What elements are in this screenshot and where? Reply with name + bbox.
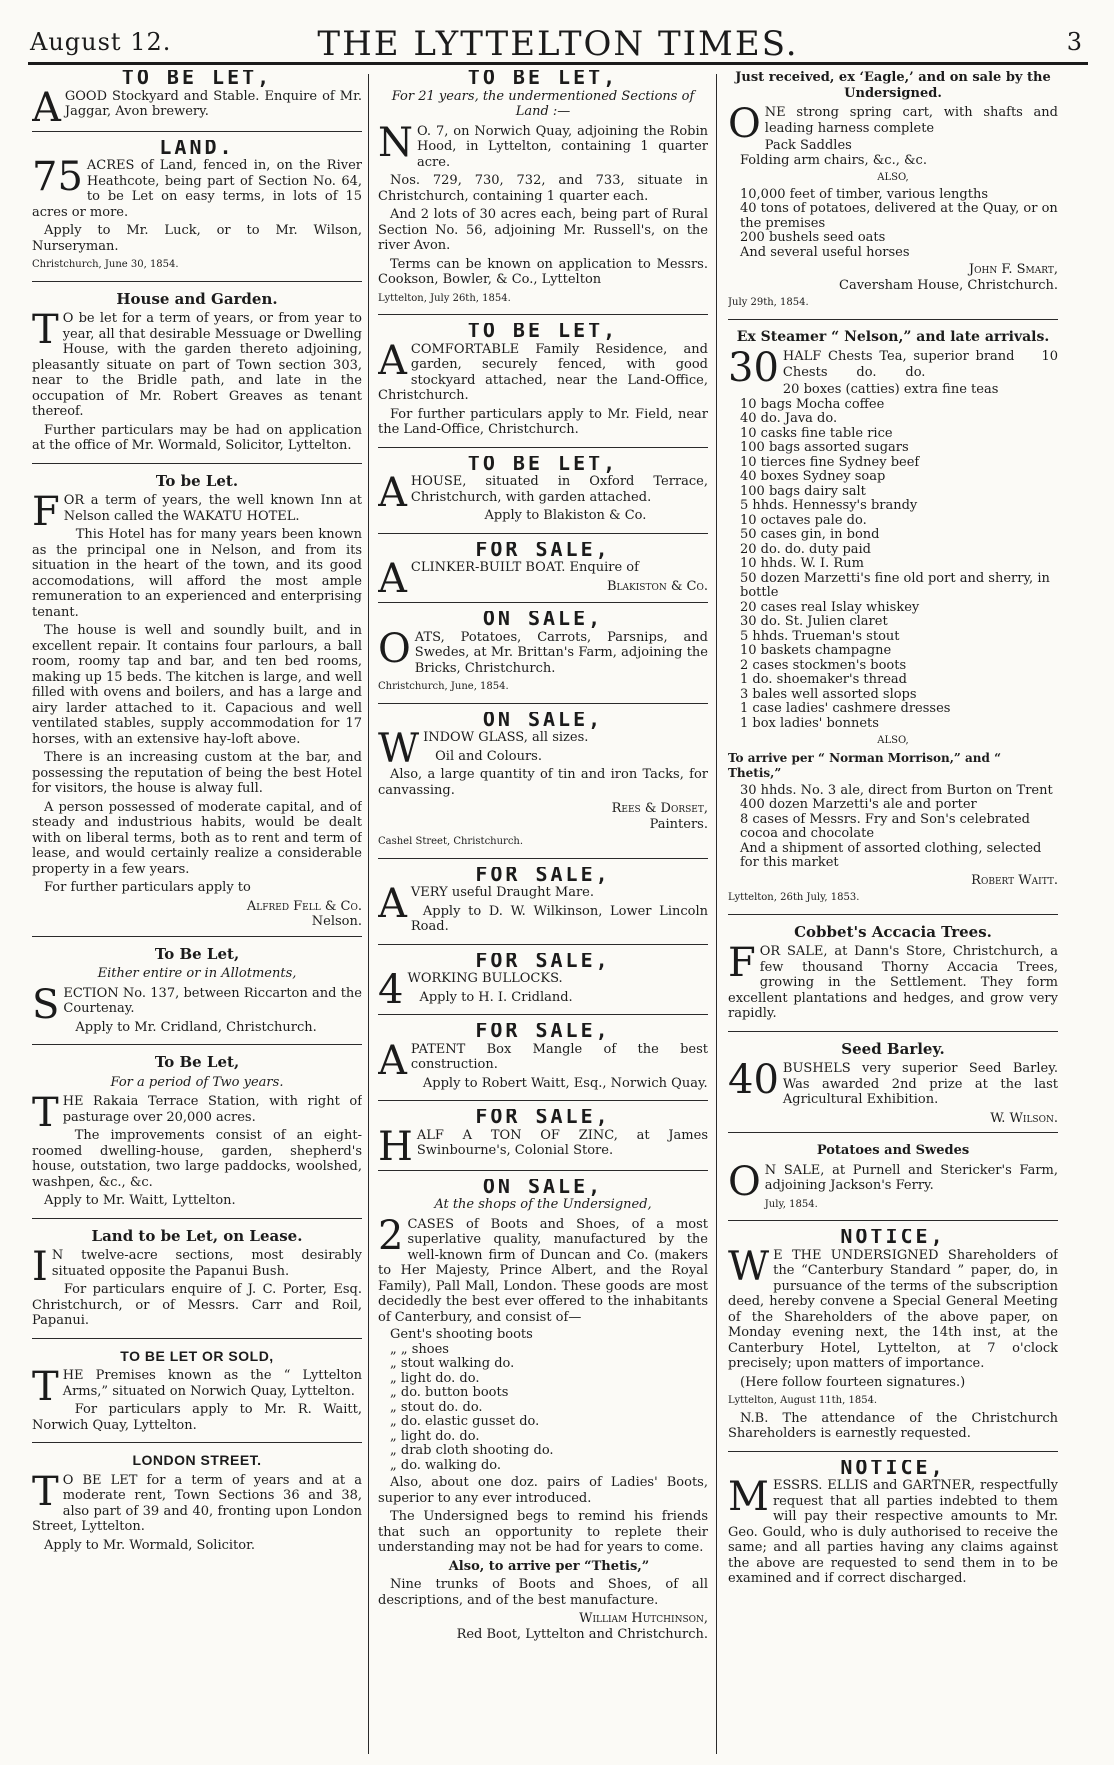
- ad-stockyard: [32, 70, 362, 132]
- ad-heading: LAND.: [159, 139, 235, 159]
- ad-seed-barley: [728, 1040, 1058, 1134]
- ad-heading: ON SALE,: [482, 611, 604, 630]
- ad-box-mangle: [378, 1023, 708, 1101]
- ad-date: July, 1854.: [764, 1198, 818, 1210]
- ad-text: And 2 lots of 30 acres each, being part of Rural Section No. 56, adjoining Mr. Russell's, on the river Avon.: [378, 207, 708, 253]
- drop-initial: M: [728, 1474, 769, 1520]
- page-number: 3: [1066, 28, 1082, 56]
- ad-clinker-boat: [378, 542, 708, 604]
- ad-signature: Blakiston & Co.: [606, 578, 708, 594]
- ad-heading: Seed Barley.: [841, 1039, 945, 1058]
- ad-heading: FOR SALE,: [475, 541, 611, 561]
- drop-initial: 4: [378, 967, 404, 1013]
- ad-text: ESSRS. ELLIS and GARTNER, respectfully request that all parties indebted to them will pay their respective amounts to Mr. Geo. Gould, who is duly authorised to receive the same; and all parties having any claims against the above are requested to send them in to be examined and if correct discharged.: [728, 1478, 1058, 1586]
- ad-text: GOOD Stockyard and Stable. Enquire of Mr. Jaggar, Avon brewery.: [64, 88, 362, 119]
- ad-text: This Hotel has for many years been known as the principal one in Nelson, and from its situation in the heart of the town, and its good accomodations, will afford the most ample remuneration to an experienced and enterprising tenant.: [32, 527, 362, 620]
- ad-text: The improvements consist of an eight-roomed dwelling-house, garden, shepherd's house, outstation, two large paddocks, woolshed, washpen, &c., &c.: [32, 1128, 362, 1190]
- ad-heading: ON SALE,: [482, 1178, 604, 1198]
- drop-initial: T: [32, 1364, 59, 1410]
- ad-text: ALF A TON OF ZINC, at James Swinbourne's, Colonial Store.: [416, 1127, 708, 1158]
- list-item: 8 cases of Messrs. Fry and Son's celebrated cocoa and chocolate: [740, 811, 1030, 841]
- ad-nelson-steamer: [728, 328, 1058, 915]
- list-item: „ drab cloth shooting do.: [390, 1443, 554, 1458]
- ad-oats-potatoes: [378, 611, 708, 704]
- goods-list: [740, 383, 1058, 731]
- list-item: 3 bales well assorted slops: [740, 686, 917, 702]
- ad-heading: Potatoes and Swedes: [816, 1143, 970, 1158]
- ad-text: Apply to H. I. Cridland.: [419, 989, 573, 1005]
- goods-list: [740, 784, 1058, 871]
- drop-initial: A: [378, 556, 407, 602]
- list-item: 40 boxes Sydney soap: [740, 469, 886, 484]
- ad-heading: Cobbet's Accacia Trees.: [794, 922, 992, 941]
- list-item: 10 bags Mocha coffee: [740, 396, 885, 412]
- ad-heading: NOTICE,: [840, 1229, 946, 1248]
- ad-heading: TO BE LET,: [467, 455, 619, 475]
- ad-text: Apply to Robert Waitt, Esq., Norwich Quay.: [422, 1075, 708, 1091]
- column-rule: [368, 74, 369, 1754]
- ad-also: ALSO,: [877, 735, 909, 746]
- list-item: 30 do. St. Julien claret: [740, 614, 888, 629]
- ad-also: ALSO,: [877, 172, 909, 183]
- ad-date: Lyttelton, 26th July, 1853.: [728, 892, 860, 903]
- ad-text: OR a term of years, the well known Inn at Nelson called the WAKATU HOTEL.: [63, 493, 362, 524]
- ad-text: COMFORTABLE Family Residence, and garden, securely fenced, with good stockyard attached, near the Land-Office, Christchurch.: [378, 341, 708, 403]
- ad-subheading: At the shops of the Undersigned,: [434, 1197, 652, 1212]
- ad-date: Lyttelton, July 26th, 1854.: [378, 292, 511, 304]
- ad-signature: Alfred Fell & Co.: [246, 898, 362, 914]
- ad-heading: Land to be Let, on Lease.: [91, 1226, 303, 1245]
- list-item: 1 case ladies' cashmere dresses: [740, 701, 951, 716]
- list-item: 40 tons of potatoes, delivered at the Quay, or on the premises: [740, 201, 1058, 231]
- ad-signature: Robert Waitt.: [971, 872, 1058, 888]
- issue-date: August 12.: [30, 28, 172, 56]
- ad-text: For particulars enquire of J. C. Porter, Esq. Christchurch, or of Messrs. Carr and Roil, Papanui.: [32, 1282, 362, 1328]
- list-item: „ „ shoes: [390, 1341, 449, 1357]
- ad-text: HALF Chests Tea, superior brand 10 Chests do. do.: [782, 349, 1058, 380]
- drop-initial: O: [378, 625, 411, 672]
- ad-text: N.B. The attendance of the Christchurch Shareholders is earnestly requested.: [728, 1410, 1058, 1441]
- ad-text: Apply to Blakiston & Co.: [484, 508, 647, 523]
- ad-text: Oil and Colours.: [435, 748, 542, 764]
- ad-signature: Caversham House, Christchurch.: [839, 277, 1058, 293]
- drop-initial: H: [378, 1123, 413, 1170]
- drop-initial: O: [728, 1158, 761, 1205]
- list-item: 2 cases stockmen's boots: [740, 657, 907, 673]
- ad-oxford-terrace-house: [378, 456, 708, 534]
- drop-initial: A: [378, 1037, 407, 1084]
- ad-text: Apply to Mr. Cridland, Christchurch.: [75, 1019, 317, 1035]
- list-item: „ do. button boots: [390, 1385, 509, 1400]
- ad-heading: Ex Steamer “ Nelson,” and late arrivals.: [736, 328, 1050, 345]
- ad-date: Cashel Street, Christchurch.: [378, 836, 524, 847]
- drop-initial: T: [32, 1090, 59, 1136]
- ad-notice-shareholders: [728, 1229, 1058, 1452]
- list-item: „ stout do. do.: [390, 1399, 483, 1415]
- ad-signature: John F. Smart,: [968, 262, 1058, 277]
- ad-text: To arrive per “ Norman Morrison,” and “ Thetis,”: [728, 750, 1001, 780]
- drop-initial: 2: [378, 1212, 404, 1259]
- ad-zinc: [378, 1109, 708, 1171]
- drop-initial: T: [32, 307, 59, 353]
- ad-date: July 29th, 1854.: [728, 297, 809, 308]
- list-item: 10 casks fine table rice: [740, 425, 893, 441]
- ad-wakatu-hotel: [32, 472, 362, 937]
- list-item: 100 bags dairy salt: [740, 483, 866, 499]
- ad-heading: House and Garden.: [116, 289, 278, 308]
- list-item: 10 hhds. W. I. Rum: [740, 556, 864, 571]
- masthead: [28, 24, 1088, 65]
- list-item: „ light do. do.: [390, 1428, 480, 1444]
- ad-text: Apply to Mr. Luck, or to Mr. Wilson, Nurseryman.: [32, 223, 362, 254]
- ad-land-lease: [32, 1227, 362, 1339]
- ad-bullocks: [378, 953, 708, 1016]
- ad-heading: ON SALE,: [482, 711, 604, 731]
- ad-land: [32, 140, 362, 282]
- ad-window-glass: [378, 712, 708, 859]
- drop-initial: W: [728, 1243, 770, 1290]
- list-item: 5 hhds. Trueman's stout: [740, 628, 900, 644]
- list-item: 200 bushels seed oats: [740, 230, 886, 245]
- ad-heading: Just received, ex ‘Eagle,’ and on sale by the Undersigned.: [735, 70, 1051, 101]
- list-item: Folding arm chairs, &c., &c.: [740, 152, 927, 168]
- ad-text: WORKING BULLOCKS.: [407, 971, 563, 986]
- ad-text: For particulars apply to Mr. R. Waitt, Norwich Quay, Lyttelton.: [32, 1402, 362, 1433]
- ad-text: PATENT Box Mangle of the best construction.: [410, 1041, 708, 1072]
- newspaper-title: THE LYTTELTON TIMES.: [317, 24, 799, 64]
- ad-text: Also, a large quantity of tin and iron Tacks, for canvassing.: [378, 767, 708, 798]
- ad-text: Nine trunks of Boots and Shoes, of all descriptions, and of the best manufacture.: [378, 1577, 708, 1608]
- ad-subheading: Either entire or in Allotments,: [97, 966, 297, 981]
- ad-signature: W. Wilson.: [990, 1110, 1058, 1126]
- list-item: 1 box ladies' bonnets: [740, 715, 879, 731]
- ad-text: Apply to Mr. Waitt, Lyttelton.: [44, 1193, 236, 1208]
- list-item: „ light do. do.: [390, 1370, 480, 1386]
- ad-heading: To be Let.: [155, 471, 239, 490]
- ad-text: Terms can be known on application to Messrs. Cookson, Bowler, & Co., Lyttelton: [378, 256, 708, 287]
- ad-london-street: [32, 1451, 362, 1562]
- ad-text: CASES of Boots and Shoes, of a most superlative quality, manufactured by the well-known firm of Duncan and Co. (makers to Her Majesty, Prince Albert, and the Royal Family), Pall Mall, London. These goods are most decidedly the best ever offered to the inhabitants of Canterbury, and consist of—: [378, 1216, 708, 1325]
- drop-initial: I: [32, 1244, 48, 1290]
- list-item: „ do. walking do.: [390, 1457, 502, 1473]
- list-item: 40 do. Java do.: [740, 411, 838, 426]
- ad-text: The house is well and soundly built, and in excellent repair. It contains four parlours, a ball room, roomy tap and bar, and ten bed rooms, making up 15 beds. The kitchen is large, and well filled with ovens and boilers, and has a large and airy larder attached to it. Capacious and well ventilated stables, supply accommodation for 17 horses, with an extensive hay-loft above.: [32, 623, 362, 747]
- ad-text: VERY useful Draught Mare.: [410, 885, 594, 900]
- ad-text: O be let for a term of years, or from year to year, all that desirable Messuage or Dwelling House, with the garden thereto adjoining, pleasantly situate on part of Town section 303, near to the Bridle path, and late in the occupation of Mr. Robert Greaves as tenant thereof.: [32, 311, 362, 419]
- ad-text: Also, about one doz. pairs of Ladies' Boots, superior to any ever introduced.: [378, 1475, 708, 1506]
- ad-lyttelton-arms: [32, 1347, 362, 1444]
- list-item: 10 octaves pale do.: [740, 512, 867, 528]
- ad-heading: LONDON STREET.: [132, 1452, 262, 1468]
- ad-text: For further particulars apply to: [44, 880, 251, 895]
- ad-text: CLINKER-BUILT BOAT. Enquire of: [410, 560, 639, 575]
- drop-initial: S: [32, 981, 60, 1028]
- list-item: 20 do. do. duty paid: [740, 541, 871, 557]
- ad-text: O BE LET for a term of years and at a moderate rent, Town Sections 36 and 38, also part of 39 and 40, fronting upon London Street, Lyttelton.: [32, 1472, 362, 1534]
- ad-date: Christchurch, June 30, 1854.: [32, 259, 179, 270]
- ad-heading: TO BE LET,: [467, 70, 619, 89]
- column-3: [728, 70, 1058, 1604]
- ad-heading: FOR SALE,: [475, 1109, 611, 1128]
- list-item: Pack Saddles: [764, 138, 852, 153]
- column-1: [32, 70, 362, 1570]
- ad-heading: To Be Let,: [154, 944, 240, 963]
- drop-initial: 75: [32, 154, 83, 200]
- drop-initial: O: [728, 101, 761, 147]
- ad-text: HE Premises known as the “ Lyttelton Arms,” situated on Norwich Quay, Lyttelton.: [62, 1368, 362, 1399]
- ad-text: HOUSE, situated in Oxford Terrace, Christchurch, with garden attached.: [410, 474, 708, 505]
- ad-heading: FOR SALE,: [475, 866, 611, 886]
- list-item: 50 cases gin, in bond: [740, 527, 880, 542]
- ad-house-and-garden: [32, 290, 362, 464]
- drop-initial: W: [378, 726, 420, 772]
- drop-initial: T: [32, 1468, 59, 1515]
- ad-text: Apply to Mr. Wormald, Solicitor.: [44, 1537, 256, 1553]
- list-item: 30 hhds. No. 3 ale, direct from Burton on Trent: [740, 782, 1053, 798]
- ad-text: NE strong spring cart, with shafts and leading harness complete: [764, 105, 1058, 136]
- ad-21-year-sections: [378, 70, 708, 315]
- ad-section-137: [32, 945, 362, 1046]
- list-item: 5 hhds. Hennessy's brandy: [740, 498, 918, 513]
- list-item: And a shipment of assorted clothing, selected for this market: [740, 840, 1042, 870]
- list-item: 400 dozen Marzetti's ale and porter: [740, 797, 977, 812]
- ad-text: Also, to arrive per “Thetis,”: [448, 1558, 650, 1574]
- column-2: [378, 70, 708, 1656]
- ad-signature: Painters.: [649, 816, 708, 832]
- ad-signature: Rees & Dorset,: [611, 801, 708, 816]
- ad-signature: Nelson.: [311, 914, 362, 929]
- goods-list: [740, 188, 1058, 261]
- ad-text: The Undersigned begs to remind his friends that such an opportunity to replete their understanding may not be had for years to come.: [378, 1509, 708, 1555]
- list-item: Gent's shooting boots: [390, 1327, 533, 1342]
- ad-draught-mare: [378, 867, 708, 945]
- ad-heading: FOR SALE,: [475, 952, 611, 972]
- ad-heading: FOR SALE,: [475, 1023, 611, 1042]
- list-item: 10 tierces fine Sydney beef: [740, 454, 920, 470]
- list-item: 10 baskets champagne: [740, 643, 892, 658]
- goods-list: [740, 139, 1058, 168]
- boot-list: [390, 1328, 708, 1473]
- list-item: 10,000 feet of timber, various lengths: [740, 186, 989, 202]
- ad-text: ACRES of Land, fenced in, on the River Heathcote, being part of Section No. 64, to be Let on easy terms, in lots of 15 acres or more.: [32, 158, 362, 220]
- drop-initial: N: [378, 119, 413, 166]
- ad-text: ECTION No. 137, between Riccarton and the Courtenay.: [63, 985, 362, 1016]
- ad-heading: TO BE LET OR SOLD,: [120, 1347, 274, 1364]
- column-rule: [716, 74, 717, 1754]
- ad-eagle-goods: [728, 70, 1058, 320]
- ad-date: Lyttelton, August 11th, 1854.: [728, 1395, 878, 1406]
- drop-initial: 40: [728, 1057, 779, 1103]
- ad-text: E THE UNDERSIGNED Shareholders of the “Canterbury Standard ” paper, do, in pursuance of the terms of the subscription deed, hereby convene a Special General Meeting of the Shareholders of the above paper, on Monday evening next, the 14th inst, at the Canterbury Hotel, Lyttelton, at 7 o'clock precisely; upon matters of importance.: [728, 1247, 1058, 1371]
- ad-signature: Red Boot, Lyttelton and Christchurch.: [456, 1626, 708, 1642]
- ad-date: Christchurch, June, 1854.: [378, 681, 509, 692]
- ad-text: (Here follow fourteen signatures.): [740, 1374, 966, 1390]
- ad-heading: TO BE LET,: [121, 70, 273, 89]
- ad-text: BUSHELS very superior Seed Barley. Was awarded 2nd prize at the last Agricultural Exhibition.: [782, 1061, 1058, 1107]
- ad-text: INDOW GLASS, all sizes.: [423, 730, 589, 745]
- list-item: And several useful horses: [740, 244, 910, 260]
- ad-boots-shoes: [378, 1179, 708, 1649]
- drop-initial: F: [728, 940, 756, 986]
- ad-accacia-trees: [728, 923, 1058, 1032]
- ad-heading: TO BE LET,: [467, 323, 619, 342]
- ad-text: There is an increasing custom at the bar, and possessing the reputation of being the best Hotel for visitors, the house is alway full.: [32, 750, 362, 796]
- list-item: 100 bags assorted sugars: [740, 440, 909, 455]
- list-item: 50 dozen Marzetti's fine old port and sherry, in bottle: [740, 570, 1050, 600]
- ad-notice-ellis-gartner: [728, 1460, 1058, 1596]
- drop-initial: A: [32, 84, 61, 131]
- ad-potatoes-swedes: [728, 1141, 1058, 1221]
- ad-text: N SALE, at Purnell and Stericker's Farm, adjoining Jackson's Ferry.: [764, 1162, 1058, 1193]
- ad-subheading: For 21 years, the undermentioned Sections of Land :—: [391, 88, 695, 119]
- ad-heading: NOTICE,: [840, 1459, 946, 1479]
- ad-text: OR SALE, at Dann's Store, Christchurch, a few thousand Thorny Accacia Trees, growing in the Settlement. They form excellent plantations and hedges, and grow very rapidly.: [728, 944, 1058, 1021]
- ad-rakaia-station: [32, 1053, 362, 1219]
- drop-initial: 30: [728, 345, 779, 391]
- ad-text: Further particulars may be had on application at the office of Mr. Wormald, Solicitor, Lyttelton.: [32, 422, 362, 453]
- ad-text: Nos. 729, 730, 732, and 733, situate in Christchurch, containing 1 quarter each.: [378, 173, 708, 204]
- ad-family-residence: [378, 323, 708, 448]
- list-item: 20 boxes (catties) extra fine teas: [782, 382, 999, 397]
- ad-signature: William Hutchinson,: [579, 1611, 708, 1626]
- ad-text: Apply to D. W. Wilkinson, Lower Lincoln Road.: [410, 903, 708, 934]
- drop-initial: F: [32, 489, 60, 535]
- drop-initial: A: [378, 470, 407, 516]
- ad-text: A person possessed of moderate capital, and of steady and industrious habits, would be dealt with on liberal terms, both as to rent and term of lease, and would certainly realize a considerable property in a few years.: [32, 799, 362, 877]
- ad-text: HE Rakaia Terrace Station, with right of pasturage over 20,000 acres.: [62, 1094, 362, 1125]
- ad-text: O. 7, on Norwich Quay, adjoining the Robin Hood, in Lyttelton, containing 1 quarter acre.: [417, 123, 708, 170]
- ad-text: For further particulars apply to Mr. Field, near the Land-Office, Christchurch.: [378, 406, 708, 437]
- list-item: „ stout walking do.: [390, 1356, 515, 1371]
- list-item: 1 do. shoemaker's thread: [740, 672, 907, 687]
- ad-heading: To Be Let,: [154, 1053, 240, 1071]
- drop-initial: A: [378, 881, 407, 927]
- ad-subheading: For a period of Two years.: [110, 1074, 284, 1090]
- list-item: „ do. elastic gusset do.: [390, 1414, 540, 1429]
- ad-text: ATS, Potatoes, Carrots, Parsnips, and Swedes, at Mr. Brittan's Farm, adjoining the Bricks, Christchurch.: [414, 629, 708, 676]
- list-item: 20 cases real Islay whiskey: [740, 599, 920, 615]
- drop-initial: A: [378, 337, 407, 384]
- ad-text: N twelve-acre sections, most desirably situated opposite the Papanui Bush.: [51, 1248, 362, 1279]
